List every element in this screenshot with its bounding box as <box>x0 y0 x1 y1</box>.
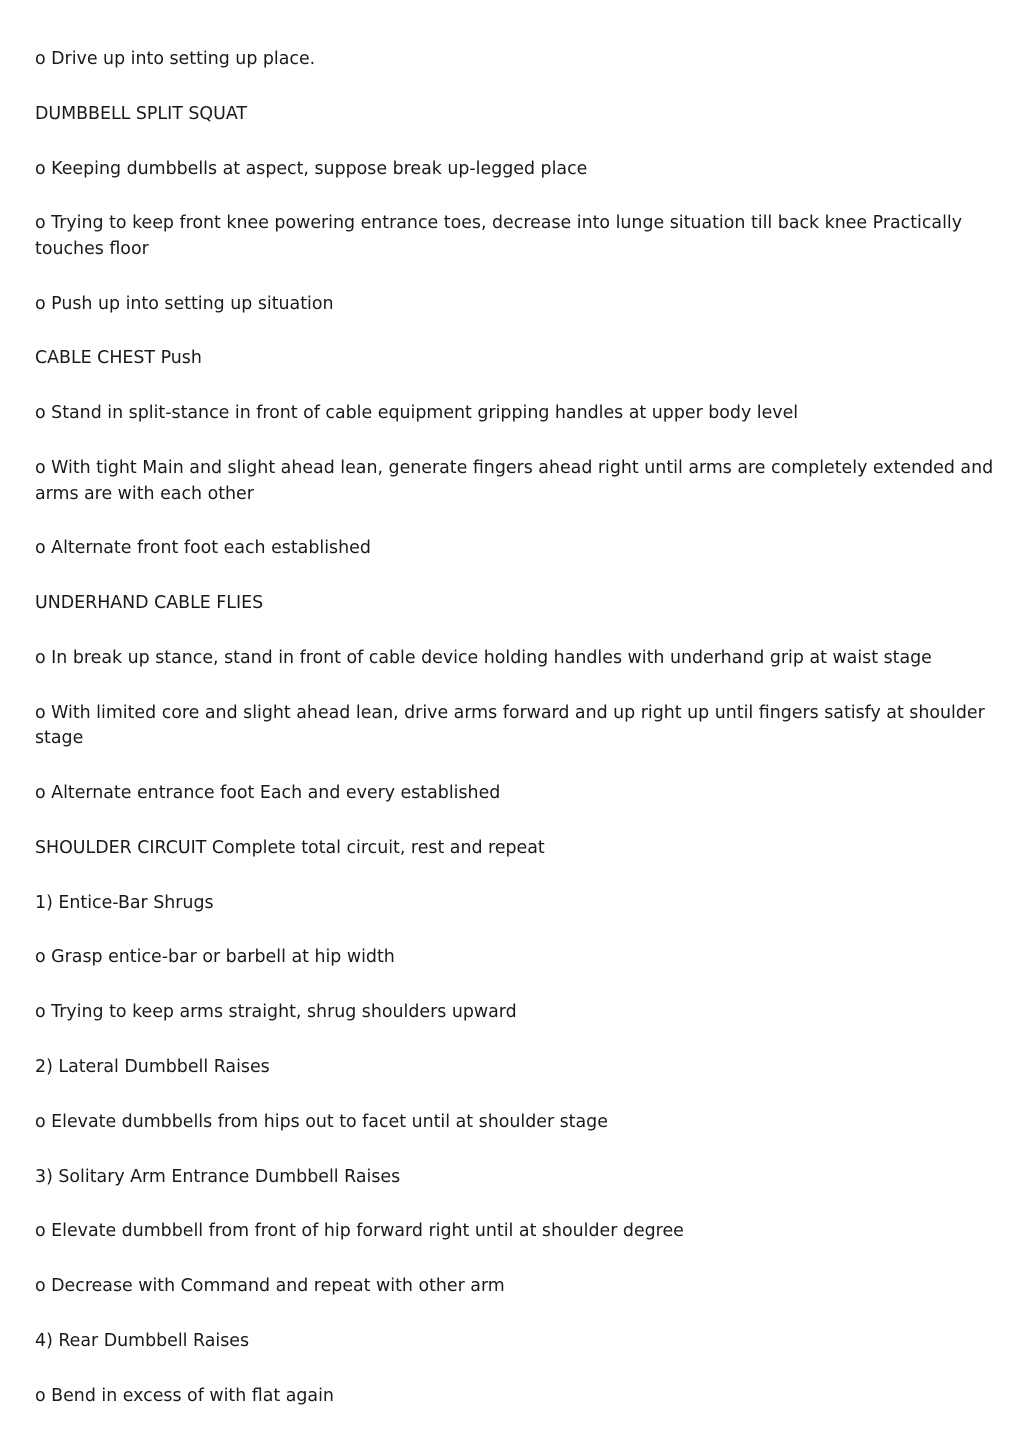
bullet-text: o Elevate dumbbells from hips out to facet until at shoulder stage <box>35 1111 608 1132</box>
numbered-exercise: 2) Lateral Dumbbell Raises <box>35 1057 270 1078</box>
bullet-text: o With tight Main and slight ahead lean, generate fingers ahead right until arms are completely extended and arms are with each other <box>35 458 994 504</box>
circuit-heading: SHOULDER CIRCUIT Complete total circuit, rest and repeat <box>35 837 545 858</box>
bullet-text: o Keeping dumbbells at aspect, suppose break up-legged place <box>35 158 588 179</box>
exercise-heading: CABLE CHEST Push <box>35 348 202 369</box>
bullet-text: o Alternate front foot each established <box>35 538 371 559</box>
bullet-text: o In break up stance, stand in front of cable device holding handles with underhand grip at waist stage <box>35 647 932 668</box>
bullet-text: o Push up into setting up situation <box>35 293 334 314</box>
bullet-text: o Alternate entrance foot Each and every established <box>35 783 501 804</box>
exercise-heading: UNDERHAND CABLE FLIES <box>35 593 264 614</box>
bullet-text: o Trying to keep arms straight, shrug shoulders upward <box>35 1002 517 1023</box>
bullet-text: o Trying to keep front knee powering entrance toes, decrease into lunge situation till back knee Practically touches floor <box>35 213 963 259</box>
bullet-text: o Stand in split-stance in front of cable equipment gripping handles at upper body level <box>35 403 799 424</box>
numbered-exercise: 3) Solitary Arm Entrance Dumbbell Raises <box>35 1166 401 1187</box>
bullet-text: o Elevate dumbbell from front of hip forward right until at shoulder degree <box>35 1221 684 1242</box>
numbered-exercise: 4) Rear Dumbbell Raises <box>35 1331 250 1352</box>
document-page <box>35 47 995 1439</box>
bullet-text: o Grasp entice-bar or barbell at hip width <box>35 947 395 968</box>
bullet-text: o Decrease with Command and repeat with other arm <box>35 1276 505 1297</box>
bullet-text: o Drive up into setting up place. <box>35 49 316 69</box>
numbered-exercise: 1) Entice-Bar Shrugs <box>35 892 214 913</box>
bullet-text: o Bend in excess of with flat again <box>35 1385 334 1406</box>
exercise-heading: DUMBBELL SPLIT SQUAT <box>35 103 247 124</box>
bullet-text: o With limited core and slight ahead lean, drive arms forward and up right up until fingers satisfy at shoulder stage <box>35 702 985 749</box>
